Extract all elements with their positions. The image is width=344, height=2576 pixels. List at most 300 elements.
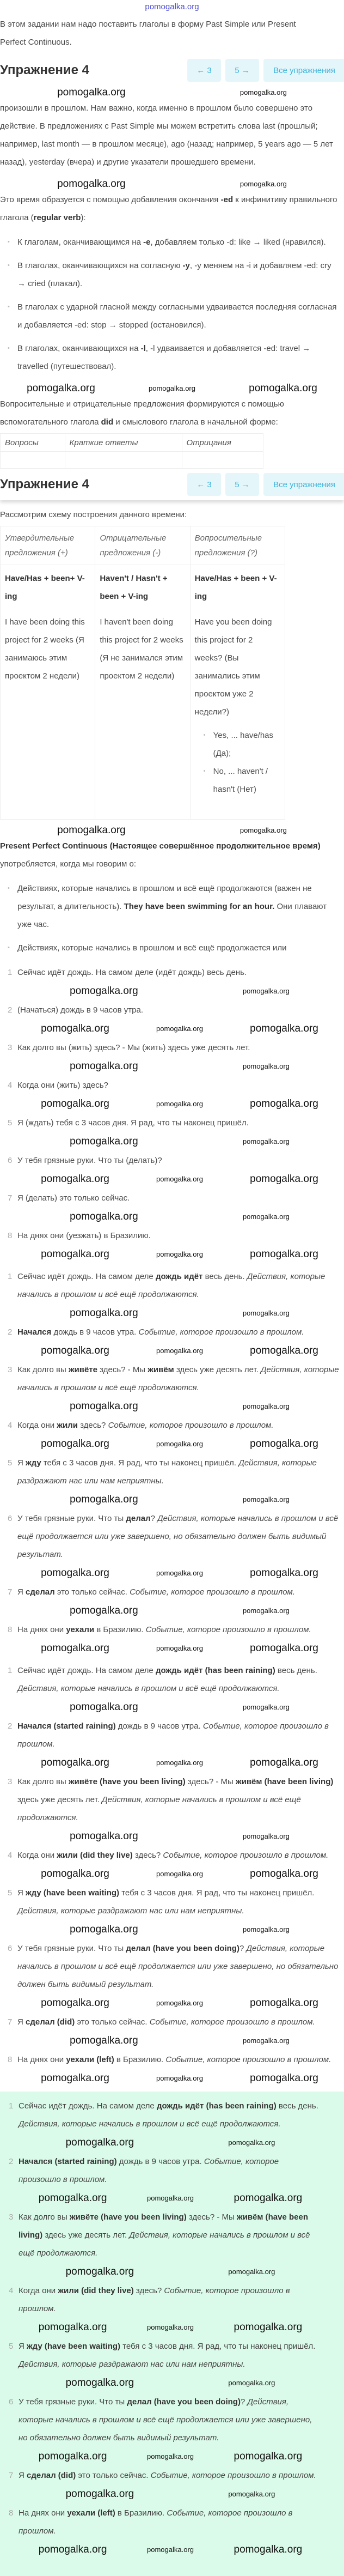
text-segment: Я <box>17 2017 26 2027</box>
item-text <box>19 2157 279 2184</box>
watermark: pomogalka.org <box>148 384 195 392</box>
next-exercise-button[interactable]: 5 → <box>225 59 259 82</box>
text-segment: Действия, которые раздражают нас или нам неприятны. <box>17 1458 317 1486</box>
item-text <box>17 1888 314 1916</box>
list-item <box>9 2153 344 2189</box>
watermark: pomogalka.org <box>250 1345 318 1356</box>
text-segment: did <box>101 417 114 427</box>
formula: Have/Has + been + V-ing <box>194 574 277 601</box>
watermark-item <box>17 1438 344 1451</box>
watermark: pomogalka.org <box>38 2192 107 2204</box>
text-segment: живёте (have you been living) <box>68 1777 186 1786</box>
watermark: pomogalka.org <box>156 1870 203 1878</box>
watermark: pomogalka.org <box>41 1997 109 2009</box>
item-number: 5 <box>8 1888 13 1898</box>
watermark: pomogalka.org <box>250 1997 318 2009</box>
item-number: 1 <box>8 968 13 977</box>
text-segment: -y <box>182 261 190 270</box>
item-number: 3 <box>8 1365 13 1374</box>
watermark-item <box>17 1997 344 2010</box>
formation-explanation <box>0 191 344 227</box>
text-segment: Событие, которое произошло в прошлом. <box>19 2157 279 2184</box>
text-segment: They have been swimming for an hour. <box>124 902 275 911</box>
watermark-item <box>17 1173 344 1186</box>
watermark-row <box>19 2136 322 2149</box>
watermark-row <box>19 2488 322 2501</box>
text-segment: В глаголах, оканчивающихся на <box>17 344 141 353</box>
text-segment: делал (have you been doing) <box>127 2397 241 2407</box>
watermark: pomogalka.org <box>156 1759 203 1767</box>
watermark-row <box>19 2192 322 2205</box>
watermark: pomogalka.org <box>147 2323 194 2331</box>
watermark: pomogalka.org <box>156 1347 203 1355</box>
table-cell <box>95 565 190 820</box>
list-item <box>8 1583 344 1601</box>
text-segment: весь день. <box>202 1272 247 1281</box>
watermark: pomogalka.org <box>70 1401 138 1412</box>
item-text <box>17 1421 274 1430</box>
text-segment: К глаголам, оканчивающимся на <box>17 238 144 247</box>
watermark: pomogalka.org <box>41 1098 109 1110</box>
watermark-row <box>0 382 344 395</box>
watermark: pomogalka.org <box>41 2072 109 2084</box>
watermark: pomogalka.org <box>228 2268 275 2276</box>
text-segment: ): <box>81 213 86 222</box>
table-cell <box>190 565 285 820</box>
text-segment: Как долго вы <box>19 2213 70 2222</box>
list-item <box>8 1939 344 1993</box>
watermark: pomogalka.org <box>57 87 126 98</box>
item-number: 7 <box>8 1193 13 1203</box>
text-segment: это только сейчас. <box>54 1587 130 1597</box>
watermark: pomogalka.org <box>250 1023 318 1034</box>
watermark: pomogalka.org <box>242 1832 290 1840</box>
text-segment: Действия, которые начались в прошлом и всё ещё продолжаются. <box>17 1365 339 1392</box>
watermark: pomogalka.org <box>147 2194 194 2202</box>
watermark: pomogalka.org <box>41 1345 109 1356</box>
text-segment: ? <box>239 1944 247 1953</box>
text-segment: дождь в 9 часов утра. <box>115 1722 203 1731</box>
item-number: 5 <box>8 1458 13 1468</box>
item-number: 2 <box>9 2157 14 2166</box>
watermark: pomogalka.org <box>239 180 287 188</box>
item-number: 8 <box>9 2508 14 2518</box>
text-segment: сделал (did) <box>27 2471 76 2480</box>
watermark: pomogalka.org <box>156 1999 203 2007</box>
text-segment: уехали (left) <box>66 2055 114 2064</box>
watermark-row <box>19 2265 322 2278</box>
text-segment: regular verb <box>33 213 81 222</box>
text-segment: Событие, которое произошло в прошлом. <box>163 1851 329 1860</box>
text-segment: дождь в 9 часов утра. <box>116 2157 204 2166</box>
text-segment: Начался (started raining) <box>17 1722 116 1731</box>
watermark-item <box>17 1701 344 1714</box>
text-segment: Событие, которое произошло в прошлом. <box>17 1722 329 1749</box>
table-cell <box>1 565 95 820</box>
watermark-item <box>17 1567 344 1580</box>
watermark-row <box>17 1756 342 1769</box>
text-segment: жду (have been waiting) <box>26 1888 120 1898</box>
ppc-scheme-table <box>0 526 285 820</box>
table-header: Утвердительные предложения (+) <box>1 526 95 565</box>
watermark-row <box>17 1868 342 1881</box>
watermark: pomogalka.org <box>65 2137 134 2148</box>
text-segment: живём <box>148 1365 174 1374</box>
item-text <box>17 1514 338 1559</box>
item-number: 6 <box>8 1944 13 1953</box>
questions-explanation <box>0 395 344 431</box>
watermark: pomogalka.org <box>242 1495 290 1504</box>
text-segment: здесь? - Мы <box>97 1365 148 1374</box>
watermark: pomogalka.org <box>41 1438 109 1450</box>
watermark: pomogalka.org <box>250 1438 318 1450</box>
text-segment: здесь? - Мы <box>185 1777 236 1786</box>
item-number: 1 <box>8 1272 13 1281</box>
use-item <box>17 880 344 934</box>
text-segment: -ed <box>220 195 234 204</box>
watermark: pomogalka.org <box>70 1307 138 1319</box>
list-item <box>9 2097 344 2133</box>
watermark: pomogalka.org <box>57 178 126 190</box>
exercise-header <box>0 54 344 86</box>
watermark-row <box>17 1642 342 1655</box>
item-text <box>17 2055 331 2064</box>
watermark-row <box>19 2321 322 2334</box>
watermark: pomogalka.org <box>65 2488 134 2500</box>
item-number: 5 <box>9 2342 14 2351</box>
watermark: pomogalka.org <box>250 1173 318 1185</box>
watermark-row <box>17 985 342 998</box>
item-number: 3 <box>8 1043 13 1052</box>
list-item <box>8 2013 344 2031</box>
watermark: pomogalka.org <box>70 1831 138 1842</box>
watermark: pomogalka.org <box>250 1868 318 1880</box>
item-number: 7 <box>8 2017 13 2027</box>
ppc-explanation <box>0 837 344 873</box>
item-text <box>17 1272 325 1299</box>
text-segment: к инфинитиву правильного глагола ( <box>0 195 337 222</box>
formula: Haven't / Hasn't + been + V-ing <box>100 574 168 601</box>
watermark-row <box>17 1173 342 1186</box>
text-segment: Событие, которое произошло в прошлом. <box>19 2286 290 2313</box>
item-text: (Начаться) дождь в 9 часов утра. <box>17 1005 144 1015</box>
item-number: 4 <box>8 1081 13 1090</box>
text-segment: Когда они <box>17 1851 57 1860</box>
item-text: Сейчас идёт дождь. На самом деле (идёт дождь) весь день. <box>17 968 247 977</box>
watermark-item <box>17 1756 344 1769</box>
text-segment: В глаголах, оканчивающихся на согласную <box>17 261 183 270</box>
text-segment: Событие, которое произошло в прошлом. <box>19 2508 293 2536</box>
watermark: pomogalka.org <box>228 2379 275 2387</box>
text-segment: и смыслового глагола в начальной форме: <box>113 417 278 427</box>
text-segment: Действия, которые начались в прошлом и всё ещё продолжаются. <box>17 1272 325 1299</box>
item-text <box>19 2286 290 2313</box>
list-item <box>9 2466 344 2484</box>
item-text: Как долго вы (жить) здесь? - Мы (жить) здесь уже десять лет. <box>17 1043 250 1052</box>
text-segment: Действия, которые раздражают нас или нам неприятны. <box>17 1906 244 1916</box>
text-segment: весь день. <box>275 1666 317 1675</box>
watermark-row <box>17 1307 342 1320</box>
watermark: pomogalka.org <box>242 1213 290 1221</box>
list-item <box>8 1076 344 1094</box>
table-cell <box>1 452 65 469</box>
short-answers-list <box>195 726 280 798</box>
list-item <box>8 1884 344 1920</box>
watermark: pomogalka.org <box>250 1567 318 1579</box>
text-segment: здесь уже десять лет. <box>174 1365 261 1374</box>
watermark: pomogalka.org <box>156 2074 203 2082</box>
next-exercise-button[interactable]: 5 → <box>225 473 259 496</box>
text-segment: Сейчас идёт дождь. На самом деле <box>17 1666 156 1675</box>
list-item <box>8 1416 344 1434</box>
text-segment: в Бразилию. <box>115 2508 167 2518</box>
watermark: pomogalka.org <box>234 2192 303 2204</box>
item-number: 6 <box>8 1514 13 1523</box>
list-item <box>8 1114 344 1132</box>
watermark: pomogalka.org <box>41 1567 109 1579</box>
watermark-item <box>19 2321 344 2334</box>
watermark: pomogalka.org <box>156 1100 203 1108</box>
table-header: Вопросы <box>1 434 65 452</box>
item-number: 7 <box>9 2471 14 2480</box>
watermark-row <box>19 2377 322 2390</box>
text-segment: Я <box>17 1888 26 1898</box>
text-segment: Вопросительные и отрицательные предложения формируются с помощью вспомогательного глагола <box>0 399 284 427</box>
text-segment: Событие, которое произошло в прошлом. <box>149 2017 315 2027</box>
watermark-row <box>17 1830 342 1843</box>
watermark-row <box>0 86 344 99</box>
text-segment: , -y меняем на -i и добавляем -ed: cry → cried (плакал). <box>17 261 331 288</box>
watermark: pomogalka.org <box>242 1607 290 1615</box>
all-exercises-button[interactable]: Все упражнения <box>263 59 344 82</box>
list-item <box>8 1773 344 1827</box>
item-text <box>17 1365 339 1392</box>
text-segment: , добавляем только -d: like → liked (нравился). <box>150 238 326 247</box>
text-segment: Я <box>17 1458 26 1468</box>
watermark: pomogalka.org <box>242 1137 290 1145</box>
item-text <box>17 1587 295 1597</box>
watermark: pomogalka.org <box>242 1402 290 1410</box>
text-segment: Действия, которые начались в прошлом и всё ещё продолжается или уже завершено, но обязательно должен быть видимый результат. <box>17 1944 339 1989</box>
watermark: pomogalka.org <box>41 1868 109 1880</box>
text-segment: Present Perfect Continuous (Настоящее совершённое продолжительное время) <box>0 841 321 851</box>
watermark: pomogalka.org <box>70 985 138 997</box>
watermark: pomogalka.org <box>250 1098 318 1110</box>
text-segment: в Бразилию. <box>114 2055 166 2064</box>
list-item <box>8 1454 344 1490</box>
item-number: 3 <box>8 1777 13 1786</box>
list-item <box>8 1662 344 1698</box>
text-segment: Действия, которые начались в прошлом и всё ещё продолжаются. <box>19 2119 281 2129</box>
watermark-item <box>17 1060 344 1073</box>
text-segment: , -l удваивается и добавляется -ed: travel → travelled (путешествовал). <box>17 344 311 371</box>
watermark: pomogalka.org <box>156 1175 203 1183</box>
watermark-item <box>19 2136 344 2149</box>
list-item <box>8 1227 344 1245</box>
text-segment: У тебя грязные руки. Что ты <box>17 1944 126 1953</box>
watermark: pomogalka.org <box>41 1023 109 1034</box>
item-text <box>17 1625 311 1634</box>
watermark: pomogalka.org <box>65 2266 134 2277</box>
watermark-row <box>17 1210 342 1223</box>
item-number: 7 <box>8 1587 13 1597</box>
list-item <box>8 1189 344 1207</box>
watermark: pomogalka.org <box>70 1136 138 1147</box>
text-segment: сделал (did) <box>26 2017 75 2027</box>
text-segment: дождь идёт (has been raining) <box>155 1666 275 1675</box>
intro-text-continued: Perfect Continuous. <box>0 38 72 47</box>
item-text <box>17 1722 329 1749</box>
watermark: pomogalka.org <box>156 1250 203 1258</box>
item-text: Я (делать) это только сейчас. <box>17 1193 130 1203</box>
watermark-item <box>19 2377 344 2390</box>
text-segment: жили (did they live) <box>57 1851 133 1860</box>
watermark: pomogalka.org <box>70 1494 138 1505</box>
past-simple-explanation <box>0 99 344 171</box>
watermark: pomogalka.org <box>234 2451 303 2462</box>
text-segment: здесь? <box>77 1421 108 1430</box>
list-item <box>8 1001 344 1019</box>
text-segment: живём (have been living) <box>235 1777 334 1786</box>
watermark: pomogalka.org <box>41 1248 109 1260</box>
item-text <box>17 1458 317 1486</box>
watermark: pomogalka.org <box>228 2138 275 2147</box>
list-item <box>8 2051 344 2069</box>
list-item <box>9 2337 344 2373</box>
text-segment: делал <box>126 1514 151 1523</box>
watermark-item <box>19 2192 344 2205</box>
text-segment: Действия, которые раздражают нас или нам неприятны. <box>19 2360 245 2369</box>
text-segment: живёте (have you been living) <box>69 2213 187 2222</box>
text-segment: уехали <box>66 1625 95 1634</box>
list-item <box>9 2282 344 2318</box>
watermark-row <box>17 1060 342 1073</box>
list-item <box>9 2393 344 2447</box>
watermark: pomogalka.org <box>242 1062 290 1070</box>
item-text <box>19 2342 315 2369</box>
text-segment: в Бразилию. <box>94 1625 146 1634</box>
text-segment: Событие, которое произошло в прошлом. <box>145 1625 311 1634</box>
item-number: 2 <box>8 1722 13 1731</box>
short-answer: • No, ... haven't / hasn't (Нет) <box>213 762 280 798</box>
table-header: Вопросительные предложения (?) <box>190 526 285 565</box>
item-number: 2 <box>8 1328 13 1337</box>
text-segment: Как долго вы <box>17 1777 69 1786</box>
watermark: pomogalka.org <box>41 1757 109 1768</box>
table-cell <box>182 452 263 469</box>
text-segment: употребляется, когда мы говорим о: <box>0 859 137 869</box>
rule-item <box>17 233 344 251</box>
watermark-item <box>17 1098 344 1111</box>
watermark-item <box>17 2034 344 2047</box>
watermark: pomogalka.org <box>242 1309 290 1317</box>
watermark-row <box>17 1022 342 1035</box>
text-segment: Как долго вы <box>17 1365 69 1374</box>
table-cell <box>65 452 182 469</box>
watermark-item <box>17 1400 344 1413</box>
text-segment: Сейчас идёт дождь. На самом деле <box>17 1272 156 1281</box>
list-item <box>9 2504 344 2540</box>
list-item <box>8 1268 344 1304</box>
text-segment: дождь идёт (has been raining) <box>156 2101 277 2111</box>
example: I have been doing this project for 2 weeks (Я занимаюсь этим проектом 2 недели) <box>5 617 85 681</box>
watermark-item <box>17 1248 344 1261</box>
scheme-title: Рассмотрим схему построения данного времени: <box>0 510 187 519</box>
text-segment: Действия, которые начались в прошлом и всё ещё продолжается или уже завершено, но обязательно должен быть видимый результат. <box>19 2397 312 2442</box>
table-header: Отрицания <box>182 434 263 452</box>
text-segment: Действия, которые начались в прошлом и всё ещё продолжаются. <box>17 1684 280 1693</box>
prev-exercise-button[interactable]: ← 3 <box>187 473 221 496</box>
watermark-row <box>17 1567 342 1580</box>
item-number: 1 <box>8 1666 13 1675</box>
watermark: pomogalka.org <box>27 383 95 394</box>
watermark: pomogalka.org <box>70 1701 138 1713</box>
text-segment: Действия, которые начались в прошлом и всё ещё продолжаются. <box>17 1795 301 1822</box>
text-segment: -e <box>143 238 151 247</box>
text-segment: У тебя грязные руки. Что ты <box>17 1514 126 1523</box>
watermark-item <box>17 1135 344 1148</box>
text-segment: это только сейчас. <box>76 2471 151 2480</box>
text-segment: жду (have been waiting) <box>27 2342 121 2351</box>
watermark: pomogalka.org <box>38 2451 107 2462</box>
text-segment: Событие, которое произошло в прошлом. <box>138 1328 304 1337</box>
list-item <box>8 1323 344 1341</box>
watermark: pomogalka.org <box>70 1924 138 1935</box>
text-segment: здесь? - Мы <box>186 2213 237 2222</box>
item-number: 4 <box>8 1421 13 1430</box>
all-exercises-button[interactable]: Все упражнения <box>263 473 344 496</box>
text-segment: тебя с 3 часов дня. Я рад, что ты наконец пришёл. <box>120 2342 316 2351</box>
item-text: Я (ждать) тебя с 3 часов дня. Я рад, что ты наконец пришёл. <box>17 1118 249 1128</box>
watermark-item <box>17 1493 344 1506</box>
watermark-row <box>17 1400 342 1413</box>
intro-text: В этом задании нам надо поставить глаголы в форму Past Simple или Present <box>0 20 296 29</box>
watermark-item <box>17 1830 344 1843</box>
watermark-item <box>17 1344 344 1357</box>
item-number: 8 <box>8 1625 13 1634</box>
item-text <box>17 1777 333 1822</box>
watermark-item <box>17 1604 344 1617</box>
watermark: pomogalka.org <box>242 2036 290 2045</box>
watermark-row <box>17 2072 342 2085</box>
text-segment: ? <box>240 2397 248 2407</box>
watermark: pomogalka.org <box>242 1925 290 1933</box>
item-number: 6 <box>9 2397 14 2407</box>
watermark-item <box>17 1923 344 1936</box>
watermark-item <box>17 1307 344 1320</box>
text-segment: здесь? <box>132 1851 163 1860</box>
text-segment: Когда они <box>19 2286 58 2295</box>
text-segment: здесь? <box>133 2286 164 2295</box>
watermark: pomogalka.org <box>156 1440 203 1448</box>
task-list <box>0 963 344 1261</box>
watermark: pomogalka.org <box>57 825 126 836</box>
list-item <box>8 1717 344 1753</box>
watermark-row <box>17 1135 342 1148</box>
text-segment: Начался (started raining) <box>19 2157 117 2166</box>
watermark: pomogalka.org <box>239 88 287 96</box>
watermark: pomogalka.org <box>41 1642 109 1654</box>
watermark: pomogalka.org <box>70 1211 138 1222</box>
prev-exercise-button[interactable]: ← 3 <box>187 59 221 82</box>
answers-with-english-list <box>1 2097 344 2556</box>
text-segment: живём (have been living) <box>19 2213 309 2240</box>
spelling-rules-list <box>0 233 344 375</box>
list-item <box>8 1510 344 1563</box>
item-text: У тебя грязные руки. Что ты (делать)? <box>17 1156 162 1165</box>
item-text <box>17 1666 317 1693</box>
rule-item <box>17 257 344 293</box>
